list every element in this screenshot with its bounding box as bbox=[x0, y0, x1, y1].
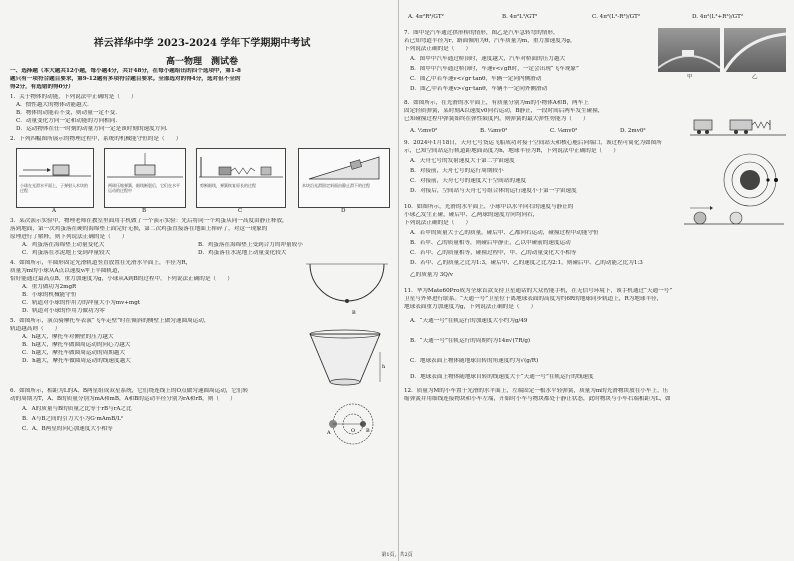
q11-option-c: C．地球表面上物体随地球自转的角速度约为√(g/R) bbox=[410, 358, 539, 364]
q2-figure-d bbox=[298, 148, 390, 208]
q5-option-b: B．h越大，摩托车做圆周运动的向心力越大 bbox=[22, 342, 131, 348]
q6-option-a: A．A的质量与B的质量之比等于rB与rA之比 bbox=[22, 406, 132, 412]
q10-note: 乙的质量为 3Q/v bbox=[410, 272, 453, 278]
q5-option-d: D．h越大，摩托车做圆周运动的线速度越大 bbox=[22, 358, 131, 364]
q2-figure-c bbox=[196, 148, 286, 208]
question-7-line2: 若已知弯道半径为r，路面倾角为θ，汽车质量为m，重力加速度为g， bbox=[404, 38, 576, 44]
q6-option-b: B．A与B之间的引力大小为G·mAmB/L² bbox=[22, 416, 124, 422]
page-footer: 第1页，共2页 bbox=[381, 552, 413, 558]
q3-option-c: C．鸡蛋落在水泥地上受到冲量较大 bbox=[22, 250, 111, 256]
question-11-line2: 卫星与外界进行联系。“天通一号”卫星位于离地球表面的高度为约6R的地球同步轨道上，R为地球半径， bbox=[404, 296, 663, 302]
question-7-line3: 下列说法正确的是（ ） bbox=[404, 46, 472, 52]
q7-option-c: C．图乙中若车速v<√gr·tanθ，车辆一定向内侧滑动 bbox=[410, 76, 542, 82]
q7-option-d: D．图乙中若车速v>√gr·tanθ，车辆不一定向外侧滑动 bbox=[410, 86, 548, 92]
question-7: 7．图甲是汽车通过拱形桥的情形，图乙是汽车急转弯的情形， bbox=[404, 30, 559, 36]
q6-option-c: C．A、B两星的向心加速度大小相等 bbox=[22, 426, 113, 432]
question-4-line2: 质量为m的小球从A点以速度v冲上半圆轨道， bbox=[10, 268, 124, 274]
question-9: 9．2024年1月18日，天舟七号货运飞船成功对接于空间站天和核心舱后向端口，该过程可简化为如图所 bbox=[404, 140, 662, 146]
question-3-line3: 原理进行了解释，则下列说法正确的是（ ） bbox=[10, 234, 128, 240]
q2-figure-a bbox=[16, 148, 94, 208]
q4-figure-label: B bbox=[352, 310, 356, 316]
column-divider bbox=[398, 0, 399, 561]
question-3-line2: 落到地面，第一次鸡蛋落在硬的海绵垫上面完好无损，第二次鸡蛋直接落在地面上摔碎了，对这一现象的 bbox=[10, 226, 268, 232]
q1-option-d: D．运动物体在任一时刻的动量方向一定是该时刻的速度方向． bbox=[16, 126, 172, 132]
q1-option-b: B．物体的动能若不变，则动量一定不变． bbox=[16, 110, 121, 116]
q6-option-c-formula: C. 4π²(L³-R³)/GT² bbox=[592, 14, 641, 20]
q2-caption-b: 两球压缩弹簧，细线断裂后，它们在水平运动的过程中 bbox=[108, 183, 180, 193]
q8-option-d: D. 2mv0² bbox=[620, 128, 646, 134]
q5-option-a: A．h越大，摩托车对侧壁的压力越大 bbox=[22, 334, 114, 340]
question-12: 12．质量为M的小车置于光滑的水平面上，左端固定一根水平轻弹簧，质量为m的光滑物块放在小车上，压 bbox=[404, 388, 669, 394]
q7-figure-label-jia: 甲 bbox=[687, 74, 693, 80]
question-2: 2．下列四幅图所展示的物理过程中，系统的机械能守恒的是（ ） bbox=[10, 136, 182, 142]
q11-option-b: B．“天通一号”在轨运行的周期约为14π√(7R/g) bbox=[410, 338, 531, 344]
exam-subtitle: 高一物理 测试卷 bbox=[165, 57, 238, 67]
q3-option-a: A．鸡蛋落在海绵垫上动量变化大 bbox=[22, 242, 105, 248]
question-1: 1．关于物体的动能，下列说法中正确的是（ ） bbox=[10, 94, 137, 100]
q9-option-a: A．天舟七号的发射速度大于第二宇宙速度 bbox=[410, 158, 515, 164]
question-10-line3: 下列说法正确的是（ ） bbox=[404, 220, 472, 226]
q2-figure-b bbox=[104, 148, 186, 208]
question-12-line2: 缩弹簧并用细线连接物块和小车左端，开始时小车与物块都处于静止状态，此时物块与小车右端相距为L，如 bbox=[404, 396, 671, 402]
q2-label-d: D bbox=[341, 208, 346, 214]
question-11: 11．华为Mate60Pro成为全球首款支持卫星通话的大众智能手机，在无信号环境下，该手机通过“天通一号” bbox=[404, 288, 673, 294]
q5-figure-label: h bbox=[382, 364, 386, 370]
q6-option-b-formula: B. 4π²L³/GT² bbox=[502, 14, 538, 20]
q10-option-c: C．若甲、乙的质量相等，碰撞过程中，甲、乙的动量变化大小相等 bbox=[410, 250, 577, 256]
q6-label-b: B bbox=[366, 428, 370, 434]
q2-caption-d: 木块沿光滑固定斜面由静止滑下的过程 bbox=[302, 183, 370, 188]
question-11-line3: 地球表面重力加速度为g，下列说法正确的是（ ） bbox=[404, 304, 537, 310]
question-8-line2: 固定轻质弹簧，某时刻A以速度v0向右运动，B静止，一段时间后两车发生碰撞， bbox=[404, 108, 604, 114]
q9-orbit-figure bbox=[720, 152, 784, 208]
question-8-line3: 已知碰撞过程中弹簧始终在弹性限度内，则弹簧的最大弹性势能为（ ） bbox=[404, 116, 589, 122]
q9-option-b: B．对接前，天舟七号的运行周期较小 bbox=[410, 168, 504, 174]
q2-label-b: B bbox=[142, 208, 147, 214]
q10-option-b: B．若甲、乙的质量相等，则碰后甲静止，乙以甲碰前的速度运动 bbox=[410, 240, 571, 246]
q4-option-b: B．小球的机械能守恒 bbox=[22, 292, 77, 298]
q2-label-c: C bbox=[238, 208, 243, 214]
question-4: 4．如图所示，半圆形固定光滑轨道竖直放置在光滑水平面上，半径为R， bbox=[10, 260, 192, 266]
q6-option-d-formula: D. 4π²(L³+R³)/GT² bbox=[692, 14, 744, 20]
q7-option-a: A．图甲中汽车通过桥顶时，速度越大，汽车对桥面的压力越大 bbox=[410, 56, 566, 62]
question-10-line2: 小球乙发生正碰，碰后甲、乙两球的速度方向均向右， bbox=[404, 212, 539, 218]
q8-option-c: C. ⅛mv0² bbox=[550, 128, 578, 134]
q7-photo-bridge bbox=[658, 28, 720, 72]
section-heading: 一、选择题（本大题共12小题，每小题4分，共计48分，在每小题给出的四个选项中，第1-8 bbox=[10, 68, 241, 74]
q4-option-a: A．重力做功为2mgR bbox=[22, 284, 77, 290]
q6-label-o: O bbox=[351, 428, 356, 434]
q7-option-b: B．图甲中汽车通过桥顶时，车速v<√gR时，一定会出现“飞车现象” bbox=[410, 66, 579, 72]
question-9-line2: 示，已知空间站运行轨道距地面高度为h，地球半径为R，下列说法中正确的是（ ） bbox=[404, 148, 619, 154]
q5-funnel-figure bbox=[302, 328, 388, 390]
q2-caption-c: 剪断细线，弹簧恢复原长的过程 bbox=[200, 183, 256, 188]
q6-option-a-formula: A. 4π²R³/GT² bbox=[408, 14, 444, 20]
q1-option-c: C．动量变化方向一定和动能的方向相同． bbox=[16, 118, 121, 124]
q8-spring-cart-figure bbox=[690, 102, 786, 142]
q8-option-b: B. ¼mv0² bbox=[480, 128, 508, 134]
question-5: 5．如图所示，演员骑摩托车表演“飞车走壁”时在倾斜的侧壁上做匀速圆周运动， bbox=[10, 318, 210, 324]
q2-label-a: A bbox=[52, 208, 57, 214]
question-6-line2: 动的周期为T，A、B的质量分别为mA和mB，A和B的运动半径分别为rA和rB，则（ ） bbox=[10, 396, 236, 402]
q6-binary-star-figure bbox=[314, 400, 392, 448]
question-5-line2: 轨道越高则（ ） bbox=[10, 326, 61, 332]
q7-figure-label-yi: 乙 bbox=[752, 74, 758, 80]
q11-option-a: A．“天通一号”在轨运行的加速度大小约为g/49 bbox=[410, 318, 528, 324]
section-heading-2: 题只有一项符合题目要求，第9-12题有多项符合题目要求。全部选对的得4分，选对但不全的 bbox=[10, 76, 241, 82]
right-column bbox=[402, 8, 788, 561]
q7-photo-curve bbox=[724, 28, 786, 72]
question-10: 10．如图所示，光滑的水平面上，小球甲以水平向右的速度与静止的 bbox=[404, 204, 574, 210]
q10-option-a: A．若甲的质量大于乙的质量，碰后甲、乙都向右运动，碰撞过程中动能守恒 bbox=[410, 230, 599, 236]
q10-collision-figure bbox=[682, 204, 786, 228]
q4-option-d: D．轨道对小球的作用力做功为零 bbox=[22, 308, 105, 314]
question-3: 3．某次演示实验中，物理老师在教室里面用手机做了一个演示实验：先后将同一个鸡蛋从同一高度由静止释放， bbox=[10, 218, 288, 224]
q2-caption-a: 小球在光滑水平面上，子弹射入木块的过程 bbox=[20, 183, 88, 193]
left-column bbox=[8, 8, 396, 561]
q4-semicircle-figure bbox=[304, 258, 390, 320]
q3-option-d: D．鸡蛋落在水泥地上动量变化较大 bbox=[198, 250, 287, 256]
q11-option-d: D．地球表面上物体随地球自转的线速度大于“天通一号”在轨运行的线速度 bbox=[410, 374, 594, 380]
q4-option-c: C．轨道对小球的作用力的冲量大小为mv+mgt bbox=[22, 300, 141, 306]
q8-option-a: A. ½mv0² bbox=[410, 128, 438, 134]
section-heading-3: 得2分，有选错的得0分） bbox=[10, 84, 74, 90]
question-8: 8．如图所示，在光滑的水平面上，有质量分别为m的小物体A和B，两车上 bbox=[404, 100, 589, 106]
q6-label-a: A bbox=[327, 430, 331, 436]
exam-title: 祥云祥华中学 2023-2024 学年下学期期中考试 bbox=[93, 38, 311, 49]
q5-option-c: C．h越大，摩托车做圆周运动的周期越大 bbox=[22, 350, 125, 356]
q10-option-d: D．若甲、乙的质量之比为1:3，碰后甲、乙的速度之比为2:1，则碰后甲、乙的动能之比为1:3 bbox=[410, 260, 643, 266]
question-6: 6．如图所示，相距为L的A、B两星组成双星系统，它们绕连线上的O点做匀速圆周运动，它们转 bbox=[10, 388, 249, 394]
q1-option-a: A．惯性越大的物体动能越大． bbox=[16, 102, 93, 108]
q9-option-c: C．对接前，天舟七号的速度大于空间站的速度 bbox=[410, 178, 527, 184]
question-4-line3: 恰好能通过最高点B，重力加速度为g，小球从A到B的过程中，下列说法正确的是（ ） bbox=[10, 276, 233, 282]
q9-option-d: D．对接后，空间站与天舟七号组合体的运行速度小于第一宇宙速度 bbox=[410, 188, 577, 194]
q3-option-b: B．鸡蛋落在海绵垫上受到合力的冲量较小 bbox=[198, 242, 303, 248]
